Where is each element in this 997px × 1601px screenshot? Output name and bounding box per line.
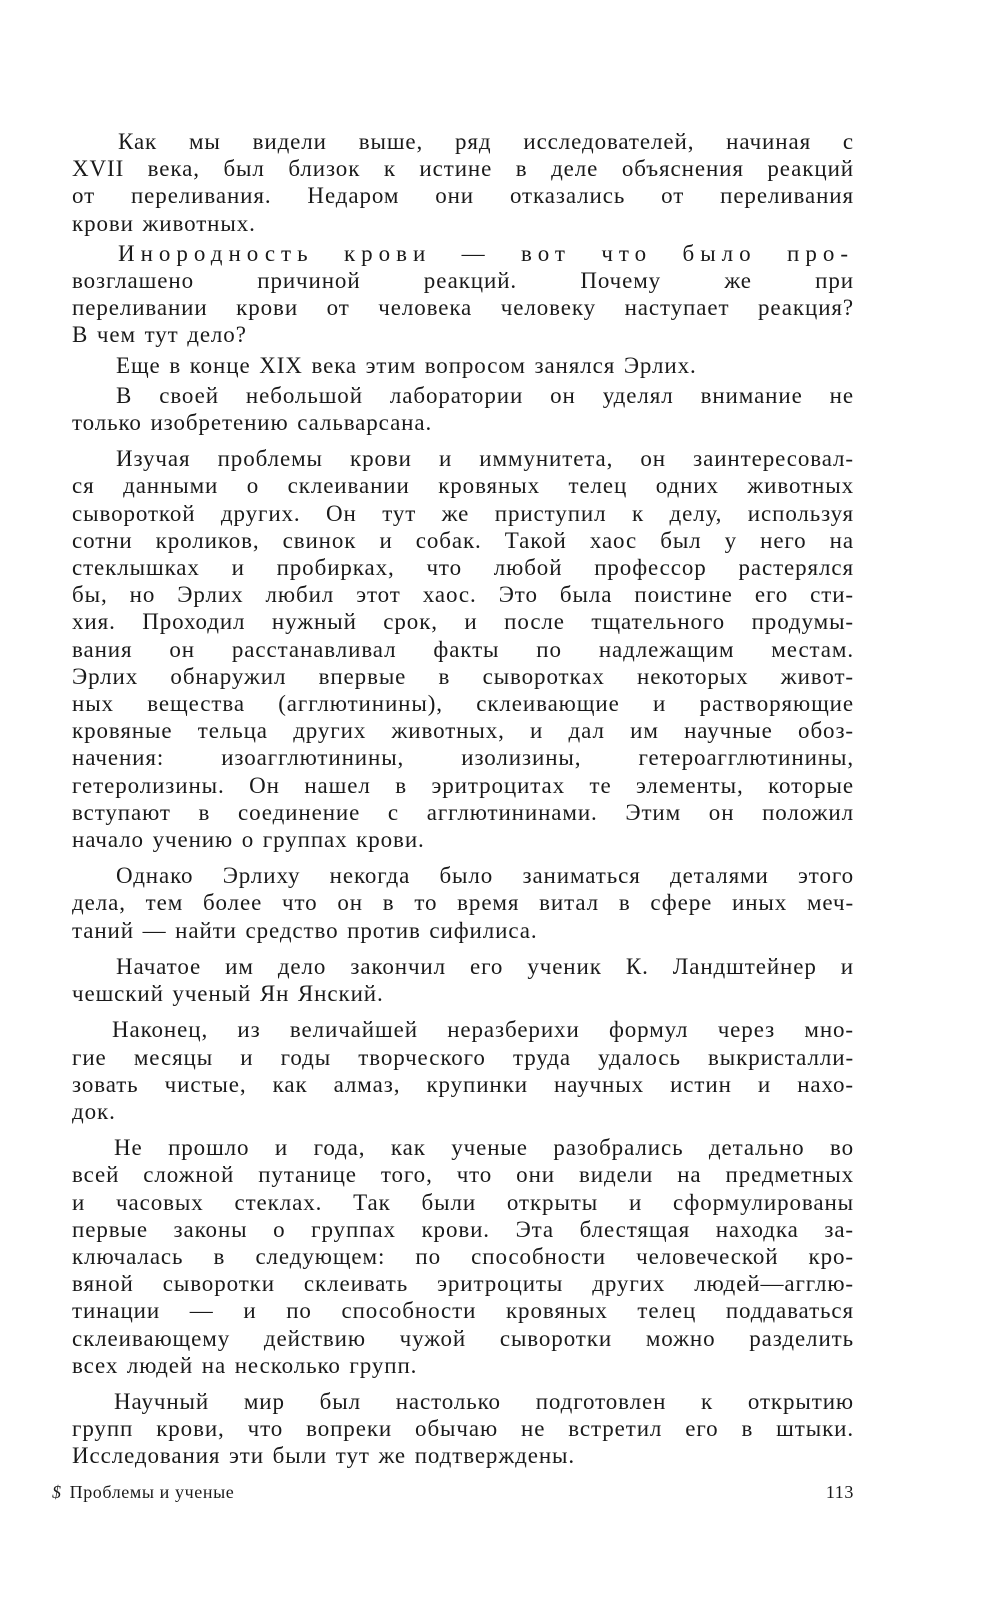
text-line: док. <box>72 1098 116 1124</box>
text-line: Изучая проблемы крови и иммунитета, он заинтересовал- <box>116 446 854 472</box>
text-line: бы, но Эрлих любил этот хаос. Это была поистине его сти- <box>72 582 854 608</box>
text-line: Не прошло и года, как ученые разобрались детально во <box>114 1135 854 1161</box>
paragraph-10 <box>72 1388 854 1470</box>
text-line: В чем тут дело? <box>72 322 247 348</box>
text-line: Однако Эрлиху некогда было заниматься деталями этого <box>116 863 854 889</box>
text-line: зовать чистые, как алмаз, крупинки научных истин и нахо- <box>72 1071 854 1097</box>
text-line: сотни кроликов, свинок и собак. Такой хаос был у него на <box>72 527 854 553</box>
text-line: вания он расстанавливал факты по надлежащим местам. <box>72 636 854 662</box>
text-line: стеклышках и пробирках, что любой профессор растерялся <box>72 555 854 581</box>
text-line: В своей небольшой лаборатории он уделял внимание не <box>116 382 854 408</box>
paragraph-4 <box>72 382 854 436</box>
paragraph-2 <box>72 240 854 349</box>
paragraph-5 <box>72 445 854 853</box>
paragraph-3 <box>72 352 854 379</box>
text-line: XVII века, был близок к истине в деле объяснения реакций <box>72 156 854 182</box>
page-body <box>72 128 854 1470</box>
text-line: начения: изоагглютинины, изолизины, гетероагглютинины, <box>72 745 854 771</box>
text-line: таний — найти средство против сифилиса. <box>72 917 538 943</box>
text-line: чешский ученый Ян Янский. <box>72 981 384 1007</box>
text-line: тинации — и по способности кровяных телец поддаваться <box>72 1298 854 1324</box>
text-line: крови животных. <box>72 210 256 236</box>
paragraph-9 <box>72 1134 854 1379</box>
text-line: всех людей на несколько групп. <box>72 1352 418 1378</box>
text-line: возглашено причиной реакций. Почему же при <box>72 268 854 294</box>
text-line: и часовых стеклах. Так были открыты и сформулированы <box>72 1189 854 1215</box>
text-line: Инородность крови — вот что было про- <box>118 240 854 266</box>
text-line: первые законы о группах крови. Эта блестящая находка за- <box>72 1216 854 1242</box>
paragraph-7 <box>72 953 854 1007</box>
signature-text: Проблемы и ученые <box>69 1482 235 1502</box>
text-line: Как мы видели выше, ряд исследователей, начиная с <box>118 129 854 154</box>
text-line: ных вещества (агглютинины), склеивающие и растворяющие <box>72 691 854 717</box>
text-line: сывороткой других. Он тут же приступил к делу, используя <box>72 500 854 526</box>
text-line: всей сложной путанице того, что они видели на предметных <box>72 1162 854 1188</box>
text-line: вступают в соединение с агглютининами. Этим он положил <box>72 799 854 825</box>
signature <box>52 1482 234 1503</box>
paragraph-6 <box>72 862 854 944</box>
page-number: 113 <box>825 1482 854 1502</box>
text-line: кровяные тельца других животных, и дал им научные обоз- <box>72 718 854 744</box>
text-line: Исследования эти были тут же подтверждены. <box>72 1443 576 1469</box>
text-line: Эрлих обнаружил впервые в сыворотках некоторых живот- <box>72 663 854 689</box>
paragraph-8 <box>72 1016 854 1125</box>
paragraph-1 <box>72 128 854 237</box>
text-line: гие месяцы и годы творческого труда удалось выкристалли- <box>72 1044 854 1070</box>
text-line: вяной сыворотки склеивать эритроциты других людей—агглю- <box>72 1271 854 1297</box>
text-line: переливании крови от человека человеку наступает реакция? <box>72 295 854 321</box>
text-line: склеивающему действию чужой сыворотки можно разделить <box>72 1325 854 1351</box>
text-line: Научный мир был настолько подготовлен к открытию <box>114 1388 854 1414</box>
text-line: групп крови, что вопреки обычаю не встретил его в штыки. <box>72 1416 854 1442</box>
text-line: начало учению о группах крови. <box>72 827 425 853</box>
text-line: хия. Проходил нужный срок, и после тщательного продумы- <box>72 609 854 635</box>
text-line: Наконец, из величайшей неразберихи формул через мно- <box>112 1017 854 1043</box>
signature-mark: $ <box>52 1482 62 1502</box>
text-line: гетеролизины. Он нашел в эритроцитах те элементы, которые <box>72 772 854 798</box>
text-line: Начатое им дело закончил его ученик К. Ландштейнер и <box>116 953 854 979</box>
text-line: только изобретению сальварсана. <box>72 410 433 436</box>
text-line: ключалась в следующем: по способности человеческой кро- <box>72 1243 854 1269</box>
text-line: дела, тем более что он в то время витал в сфере иных меч- <box>72 890 854 916</box>
text-line: Еще в конце XIX века этим вопросом занялся Эрлих. <box>116 352 697 378</box>
text-line: ся данными о склеивании кровяных телец одних животных <box>72 473 854 499</box>
text-line: от переливания. Недаром они отказались от переливания <box>72 183 854 209</box>
